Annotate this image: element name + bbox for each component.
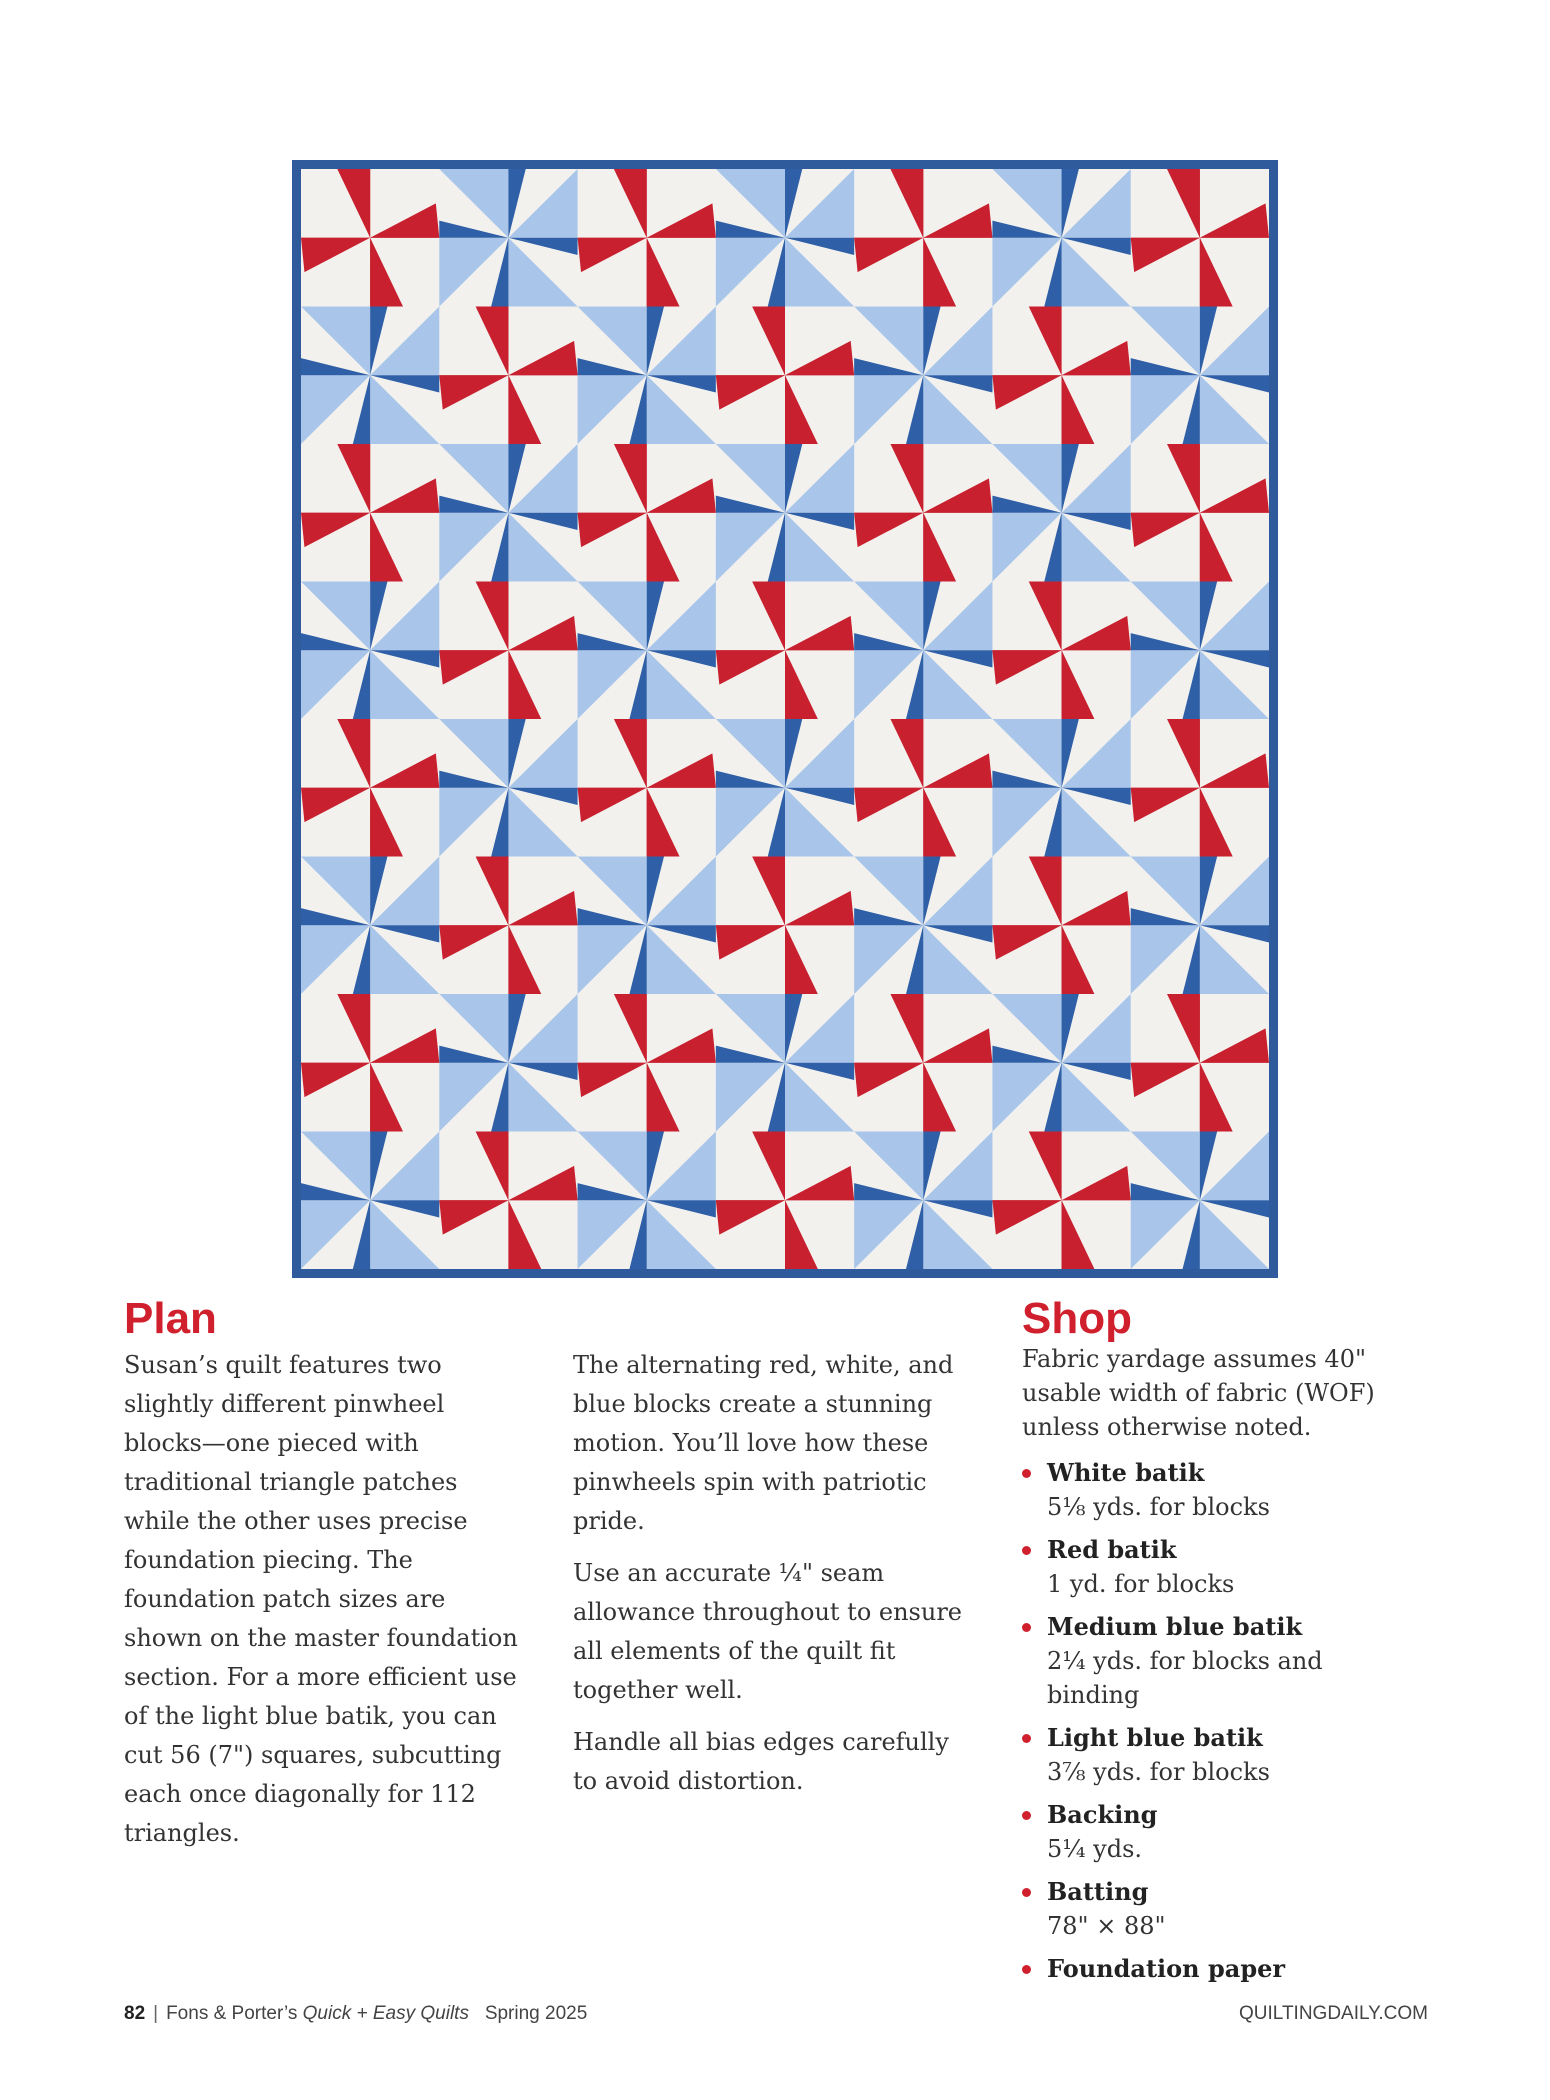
publisher-name: Fons & Porter’s bbox=[166, 2003, 298, 2024]
issue-date: Spring 2025 bbox=[484, 2003, 588, 2024]
shop-column bbox=[1022, 1342, 1422, 1995]
quilt-photo bbox=[292, 160, 1278, 1278]
middle-paragraph: Handle all bias edges carefully to avoid distortion. bbox=[573, 1728, 949, 1795]
bullet-icon bbox=[1022, 1811, 1031, 1820]
supply-item bbox=[1022, 1610, 1422, 1712]
supply-name: Foundation paper bbox=[1047, 1954, 1286, 1983]
plan-column bbox=[124, 1346, 524, 1866]
supply-quantity: 5¼ yds. bbox=[1047, 1835, 1143, 1863]
supply-name: White batik bbox=[1047, 1458, 1205, 1487]
bullet-icon bbox=[1022, 1965, 1031, 1974]
shop-intro: Fabric yardage assumes 40" usable width of fabric (WOF) unless otherwise noted. bbox=[1022, 1345, 1375, 1441]
bullet-icon bbox=[1022, 1888, 1031, 1897]
bullet-icon bbox=[1022, 1734, 1031, 1743]
page-footer bbox=[124, 2003, 1428, 2025]
plan-heading: Plan bbox=[124, 1294, 217, 1343]
supply-quantity: 5⅛ yds. for blocks bbox=[1047, 1493, 1270, 1521]
supply-name: Light blue batik bbox=[1047, 1723, 1263, 1752]
middle-column bbox=[573, 1346, 973, 1814]
supply-name: Backing bbox=[1047, 1800, 1158, 1829]
middle-paragraph: Use an accurate ¼" seam allowance throughout to ensure all elements of the quilt fit together well. bbox=[573, 1559, 963, 1704]
bullet-icon bbox=[1022, 1546, 1031, 1555]
bullet-icon bbox=[1022, 1469, 1031, 1478]
plan-paragraph: Susan’s quilt features two slightly different pinwheel blocks—one pieced with traditional triangle patches while the other uses precise foundation piecing. The foundation patch sizes are shown on the master foundation section. For a more efficient use of the light blue batik, you can cut 56 (7") squares, subcutting each once diagonally for 112 triangles. bbox=[124, 1351, 518, 1847]
supply-item bbox=[1022, 1798, 1422, 1866]
supply-quantity: 3⅞ yds. for blocks bbox=[1047, 1758, 1270, 1786]
supply-name: Medium blue batik bbox=[1047, 1612, 1303, 1641]
magazine-title: Quick + Easy Quilts bbox=[302, 2003, 469, 2024]
supply-item bbox=[1022, 1456, 1422, 1524]
website-link[interactable]: QUILTINGDAILY.COM bbox=[1239, 2003, 1428, 2024]
supply-name: Batting bbox=[1047, 1877, 1149, 1906]
footer-separator: | bbox=[153, 2003, 159, 2024]
bullet-icon bbox=[1022, 1623, 1031, 1632]
supply-name: Red batik bbox=[1047, 1535, 1177, 1564]
supply-quantity: 78" × 88" bbox=[1047, 1912, 1166, 1940]
supply-item bbox=[1022, 1533, 1422, 1601]
supply-quantity: 1 yd. for blocks bbox=[1047, 1570, 1235, 1598]
middle-paragraph: The alternating red, white, and blue blocks create a stunning motion. You’ll love how these pinwheels spin with patriotic pride. bbox=[573, 1351, 954, 1535]
shop-heading: Shop bbox=[1022, 1294, 1132, 1343]
supply-list bbox=[1022, 1456, 1422, 1986]
supply-item bbox=[1022, 1721, 1422, 1789]
supply-quantity: 2¼ yds. for blocks and binding bbox=[1047, 1647, 1323, 1709]
page-number: 82 bbox=[124, 2003, 146, 2024]
supply-item bbox=[1022, 1875, 1422, 1943]
supply-item bbox=[1022, 1952, 1422, 1986]
